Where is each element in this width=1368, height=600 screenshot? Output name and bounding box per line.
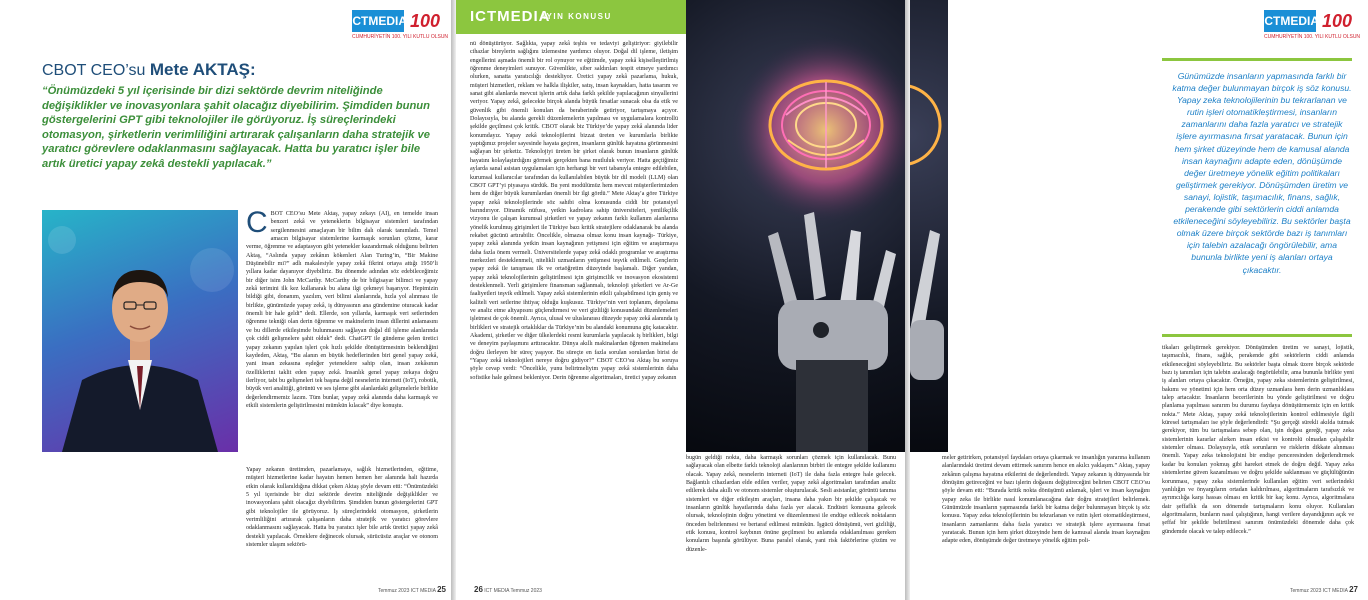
magazine-logo xyxy=(1261,10,1361,40)
magazine-logo xyxy=(349,10,449,40)
header-section: AYIN KONUSU xyxy=(540,12,612,21)
logo-100-badge: 100 xyxy=(1322,10,1353,31)
page-number: 26 xyxy=(474,585,483,594)
logo-tagline: CUMHURİYETİN 100. YILI KUTLU OLSUN xyxy=(1264,34,1361,40)
page-left xyxy=(0,0,452,600)
logo-brand: ICTMEDIA xyxy=(352,10,404,32)
article-column-right xyxy=(246,206,438,410)
drop-cap: C xyxy=(246,206,268,239)
title-name: Mete AKTAŞ: xyxy=(149,60,256,79)
article-column-2 xyxy=(686,454,896,554)
article-column-bottom xyxy=(246,466,438,549)
column-text: nü dönüştürüyor. Sağlıkta, yapay zekâ teşhis ve tedaviyi geliştiriyor: giyilebilir cihazlar bireylerin sağlığını izlemesine yardımcı oluyor. Doğal dil işleme, iletişim engellerini aşmada önemli bir rol oynuyor ve eğitimde, yapay zekâ kişiselleştirilmiş öğrenme deneyimleri sunuyor. Güvenlikte, siber saldırıları tespit etmeye yardımcı olurken, sanatta yaratıcılığı destekliyor. Üretici yapay zekâ pazarlama, hukuk, müşteri hizmetleri, reklam ve halkla ilişkiler, satış, insan kaynakları, hatta tasarım ve sanat gibi alanlarda mevcut işlerin artık daha farklı şekilde yapılacağının sinyallerini veriyor. Yapay zekâ, gelecekte birçok alanda büyük fırsatlar sunacak olsa da etik ve güvenlik gibi önemli konuları da beraberinde getiriyor, tartışmaya açıyor. Dolayısıyla, bu alanda gerekli düzenlemelerin yapılması ve uygulamalara kontrollü şekilde geçilmesi çok kritik. CBOT olarak biz Türkiye’de yapay zekâ alanında lider konumdayız. Yapay zekâ teknolojilerini bizzat üreten ve kurumlarla birlikte yaptığımız projeler sayesinde hayata geçiren, insanların günlük hayatına görünmesini sağlayan bir şirketiz. Teknolojiyi üreten bir şirket olarak bunun insanların günlük hayatını kolaylaştırdığını görmek gerçekten bana mutluluk veriyor. Hatta geçtiğimiz aylarda sanal asistan uygulamaları için herhangi bir veri tabanıyla entegre edilebilen, kurumsal kullanıcılar tarafından da kullanılabilen büyük bir dil modeli (LLM) olan CBOT GPT’yi piyasaya sürdük. Bu yeni modülümüz hem mevcut müşterilerimizden hem de diğer büyük kurumlardan önemli bir ilgi gördü.” Mete Aktaş’a göre Türkiye yapay zekâ teknolojilerinde söz sahibi olma konusunda ciddi bir potansiyel barındırıyor. Dinamik nüfusu, yetkin kadrolara sahip üniversiteleri, yenilikçilik vizyonu ile çalışan kurumsal şirketleri ve yapay zekanın farklı kullanım alanlarına yönelik kurulmuş girişimleri ile Türkiye bazı kritik stratejilere odaklanarak bu alanda rekabet gücünü artırabilir. Öncelikle, olmazsa olmaz konu insan kaynağı- Türkiye, yapay zekâ alanında yetkin insan kaynağının yetişmesi için eğitim ve araştırmaya daha fazla önem vermeli. Üniversitelerde yapay zekâ odaklı programlar ve araştırma merkezleri desteklenmeli, nitelikli uzmanların yetişmesi teşvik edilmeli. Gençlerin yapay zekâ ile tanışması ilk ve ortaöğretim düzeyinde başlamalı. Diğer yandan, yapay zekâ teknolojilerinin geliştirilmesi için girişimcilik ve inovasyon ekosistemi desteklenmeli. Yerli girişimlere finansman sağlanmalı, teknoloji şirketleri ve Ar-Ge faaliyetleri teşvik edilmeli. Yapay zekâ sistemlerinin etkili çalışabilmesi için geniş ve kaliteli veri setlerine ihtiyaç olduğu kuşkusuz. Türkiye’nin veri toplanım, depolama ve analiz etme altyapısını güçlendirmesi ve veri gizliliği konusundaki düzenlemeleri işletmesi de çok önemli. Ayrıca, ulusal ve uluslararası düzeyde yapay zekâ alanında iş birlikleri ve stratejik ortaklıklar da Türkiye’nin bu alandaki konumuna güç katacaktır. Akademi, şirketler ve diğer ülkelerdeki resmi kurumlarla yapılacak iş birlikleri, bilgi ve deneyim paylaşımını arttıracaktır. Dünya akıllı makinalardan öğrenen makinelara doğru ilerleyen bir süreç yaşıyor. Bu süreçte en fazla sorulan sorulardan birisi de “Yapay zekâ teknolojileri nereye doğru gidiyor?” CBOT CEO’su Aktaş bu soruya şöyle cevap verdi: “Öncelikle, yunu belirtmeliyim yapay zekâ sistemlerinin daha sofistike hale gelmesi bekleniyor. Derin öğrenme algoritmaları, üretici yapay zekanın xyxy=(470,41,678,381)
robot-illustration-edge xyxy=(910,0,948,452)
pull-quote: Günümüzde insanların yapmasında farklı bir katma değer bulunmayan birçok iş söz konusu. Yapay zeka teknolojilerinin bu tekrarlanan ve rutin işleri otomatikleştirmesi, insanların zamanlarını daha fazla yaratıcı ve stratejik işlere ayırmasına fırsat yaratacak. Bunun için hem şirket düzeyinde hem de kamusal alanda insan kaynağını adapte eden, dönüşümde değer üretmeye yönelik eğitim politikaları geliştirmek gerekiyor. Dönüşümden üretim ve sanayi, lojistik, taşımacılık, finans, sağlık, perakende gibi sektörlerin ciddi anlamda etkileneceğini söyleyebiliriz. Bu sektörler başta olmak üzere birçok sektörde bazı iş tanımları için talebin azalacağı öngörülebilir, ama bununla birlikte yeni iş alanları ortaya çıkacaktır. xyxy=(1172,71,1352,275)
column-text: tikaları geliştirmek gerekiyor. Dönüşümden üretim ve sanayi, lojistik, taşımacılık, finans, sağlık, perakende gibi sektörlerin ciddi anlamda etkileneceğini söyleyebiliriz. Bu sektörler başta olmak üzere birçok sektörde bazı iş tanımları için talebin azalacağı öngörülebilir, ama bununla birlikte yeni iş alanları ortaya çıkacaktır. Örneğin, yapay zeka sistemlerinin geliştirilmesi, bakımı ve yönetimi için hem orta düzey uzmanlara hem derin uzmanlıklara talep artacaktır. İnsanların becerilerinin bu yönde geliştirilmesi ve doğru planlama yapılması sanırım bu durumu faydaya dönüştürmemiz için en kritik nokta.” Mete Aktaş, yapay zekâ teknolojilerinin kontrol edilmesiyle ilgili küresel tartışmaları ise şöyle değerlendirdi: “Şu gerçeği sürekli akılda tutmak gerekiyor, tüm bu tartışmalara sebep olan, işin doğası gereği, yapay zeka sistemlerinin kararlar alırken insan etkisi ve kontrolü olmadan çalışabilir sistemler olması. Dolayısıyla, etik sorunların ve risklerin dikkate alınması önemli. Yapay zeka teknolojisini bir endişe penceresinden değerlendirmek kadar bu konuları yokmuş gibi hareket etmek de doğru değil. Yapay zeka sistemlerine güven kazanılması ve doğru şekilde saklanması ve güçlülüğünün korunması, yapay zeka sistemlerinde kullanılan eğitim veri setlerindeki yanlılığın ve önyargıların ortadan kaldırılması, algoritmaların tarafsızlık ve ayrımcılığa karşı hassas olması en kritik bir kaç konu. Ayrıca, algoritmalara dair şeffaflık da son dönemde tartışmaların konu oluyor. Kullanılan algoritmaların, bunların nasıl çalıştığının, hangi verilere dayandığının açık ve şeffaf bir şekilde belirtilmesi sanırım önümüzdeki dönemde daha çok gündemde olacak ve talep edilecek.” xyxy=(1162,345,1354,535)
page-right xyxy=(910,0,1368,600)
title-prefix: CBOT CEO’su xyxy=(42,62,146,79)
page-number: 27 xyxy=(1349,585,1359,594)
article-title xyxy=(42,60,256,80)
column-text: BOT CEO’su Mete Aktaş, yapay zekayı (AI), en temelde insan benzeri zekâ ve yeteneklerin bilgisayar sistemleri tarafından sergilenmesini amaçlayan bir bilim dalı olarak tanımladı. Temel amacın bilgisayar sistemlerine karmaşık sorunları çözme, karar verme, öğrenme ve adaptasyon gibi yetenekler kazandırmak olduğunu belirten Aktaş, “Aslında yapay zekânın kökenleri Alan Turing’in, “Bir Makine Düşünebilir mi?” adlı makalesiyle yapay zekâ fikrini ortaya attığı 1950’li yıllara kadar dayanıyor diyebiliriz. Bu dönemde adından söz edebileceğimiz bir diğer isim John McCarthy. McCarthy de bir bilgisayar bilimci ve yapay zekâ terimini ilk kez kullanarak bu alana ilgi çekmeyi başarıyor. Hepimizin bildiği gibi, donanım, yazılım, veri bilimi alanlarında, hızla yol alınması ile birlikte, günümüzde yapay zekâ, iş dünyasının ana gündemine oturacak kadar önemli bir hale geldi” dedi. Ellerde, son yıllarda, karmaşık veri setlerinden öğrenme tekniği olan derin öğrenme ve makinelerin insan dillerini anlamasını ve bu dillerde etkileşimde bulunmasını sağlayan doğal dil işleme alanlarında çok ciddi gelişmelere şahit olduk” dedi. ChatGPT ile gündeme gelen üretici yapay zekanın yapılan işleri çok hızlı şekilde dönüştürmesinin beklendiğini kaydeden, Aktaş, “Bu alanın en büyük hedeflerinden biri genel yapay zekâ, yani insan zekasına eşdeğer yeteneklere sahip olan, insan zekâsının özelliklerini taklit eden yapay zekâ. İnsanlık genel yapay zekaya doğru ilerliyor, tabi bu gelişmeleri tek başına değil nesnelerin interneti (IoT), robotik, büyük veri analitiği, görüntü ve ses işleme gibi alanlardaki gelişmelerle birlikte değerlendirmemiz lazım. Tüm bunlar, yapay zekâ alanında daha karmaşık ve etkili sistemlerin geliştirilmesini mümkün kılacak” diye konuştu. xyxy=(246,211,438,409)
column-text: meler getirirken, potansiyel faydaları ortaya çıkarmak ve insanlığın yararına kullanım alanlarındaki üretimi devam ettirmek sanırım hence en akılcı yaklaşım.” Aktaş, yapay zekânın çalışma hayatına etkilerini de değerlendirdi. Yapay zekanın iş dünyasında bir dönüşüm getireceğini ve bazı işlerin doğasını değiştireceğini belirten CBOT CEO’su şöyle devam etti: “Burada kritik nokta dönüşümü anlamak, işleri ve insan kaynağını yapay zeka ile birlikte nasıl konumlanacağına dair doğru stratejileri belirlemek. Günümüzde insanların yapmasında farklı bir katma değer bulunmayan birçok iş söz konusu. Yapay zeka teknolojilerinin bu tekrarlanan ve rutin işleri otomatikleştirmesi, insanların zamanlarını daha fazla yaratıcı ve stratejik işlere ayırmasına fırsat yaratacak. Bunun için hem şirket düzeyinde hem de kamusal alanda insan kaynağını adapte eden, dönüşümde değer üretmeye yönelik eğitim poli- xyxy=(942,455,1150,545)
logo-100-badge: 100 xyxy=(410,10,441,31)
column-text: Yapay zekanın üretimden, pazarlamaya, sağlık hizmetlerinden, eğitime, müşteri hizmetlerine kadar hayatın hemen hemen her alanında hali hazırda etkin olarak kullanıldığına dikkat çeken Aktaş şöyle devam etti: “Önümüzdeki 5 yıl içerisinde bir dizi sektörde devrim niteliğinde değişiklikler ve inovasyonlara şahit olacağız diyebilirim. Şimdiden bunun göstergelerini GPT gibi teknolojiler ile görüyoruz. İş süreçlerindeki otomasyon, şirketlerin verimliliğini artırarak çalışanların daha stratejik ve yaratıcı görevlere odaklanmasını sağlayacak. Hatta bu yaratıcı işler bile artık üretici yapay zekâ destekli yapılacak. Örneklere değinecek olursak, sürücüsüz araçlar ve otonom sistemler ulaşım sektörü- xyxy=(246,467,438,549)
page-footer xyxy=(1290,585,1358,594)
logo-tagline: CUMHURİYETİN 100. YILI KUTLU OLSUN xyxy=(352,34,449,40)
quote-bottom-rule xyxy=(1162,334,1352,337)
page-middle xyxy=(456,0,908,600)
footer-text: Temmuz 2023 ICT MEDIA xyxy=(378,588,436,594)
robot-hand-brain-image xyxy=(686,0,908,452)
quote-top-rule xyxy=(1162,58,1352,61)
footer-text: Temmuz 2023 ICT MEDIA xyxy=(1290,588,1348,594)
portrait-photo xyxy=(42,210,238,452)
logo-brand: ICTMEDIA xyxy=(1264,10,1316,32)
robot-image-continuation xyxy=(910,0,948,452)
footer-text: ICT MEDIA Temmuz 2023 xyxy=(484,588,542,594)
column-text: bugün geldiği nokta, daha karmaşık sorunları çözmek için kullanılacak. Bunu sağlayacak olan elbette farklı teknoloji alanlarının birbiri ile entegre şekilde kullanımı olacak. Yapay zekâ, nesnelerin interneti (IoT) ile daha fazla entegre hale gelecek. Bağlantılı cihazlardan elde edilen veriler, yapay zekâ algoritmaları tarafından analiz edilerek daha akıllı ve otonom sistemler oluşturulacak. Sesli asistanlar, görüntü tanıma sistemleri ve diğer etkileşim araçları, insana daha yakın bir şekilde çalışacak ve insanların günlük hayatlarında daha fazla yer alacak. Endüstri konusuna gelecek olursak, teknolojinin doğru yönetimi ve düzenlenmesi ile endüşe edilecek noktaların önceden belirlenmesi ve bertaraf edilmesi mümkün. İşgücü dönüşümü, veri gizliliği, etik konusu, kontrol kaybının önüne geçilmesi bu anlamda odaklanılması gereken konuların başında görülüyor. Buna paralel olarak, yani risk faktörlerine çözüm ve düzenle- xyxy=(686,455,896,553)
article-column-1 xyxy=(470,40,678,382)
page-footer xyxy=(474,585,542,594)
article-column-1 xyxy=(942,454,1150,546)
lead-quote: “Önümüzdeki 5 yıl içerisinde bir dizi sektörde devrim niteliğinde değişiklikler ve inovasyonlara şahit olacağız diyebilirim. Şimdiden bunun göstergelerini GPT gibi teknolojiler ile görüyoruz. İş süreçlerindeki otomasyon, şirketlerin verimliliğini artırarak çalışanların daha stratejik ve yaratıcı görevlere odaklanmasını sağlayacak. Hatta bu yaratıcı işler bile artık üretici yapay zekâ destekli yapılacak.” xyxy=(42,85,431,170)
portrait-illustration xyxy=(42,210,238,452)
article-column-2 xyxy=(1162,344,1354,536)
robot-illustration xyxy=(686,0,908,452)
page-number: 25 xyxy=(437,585,447,594)
page-footer xyxy=(378,585,446,594)
header-brand: ICTMEDIA xyxy=(470,8,551,25)
